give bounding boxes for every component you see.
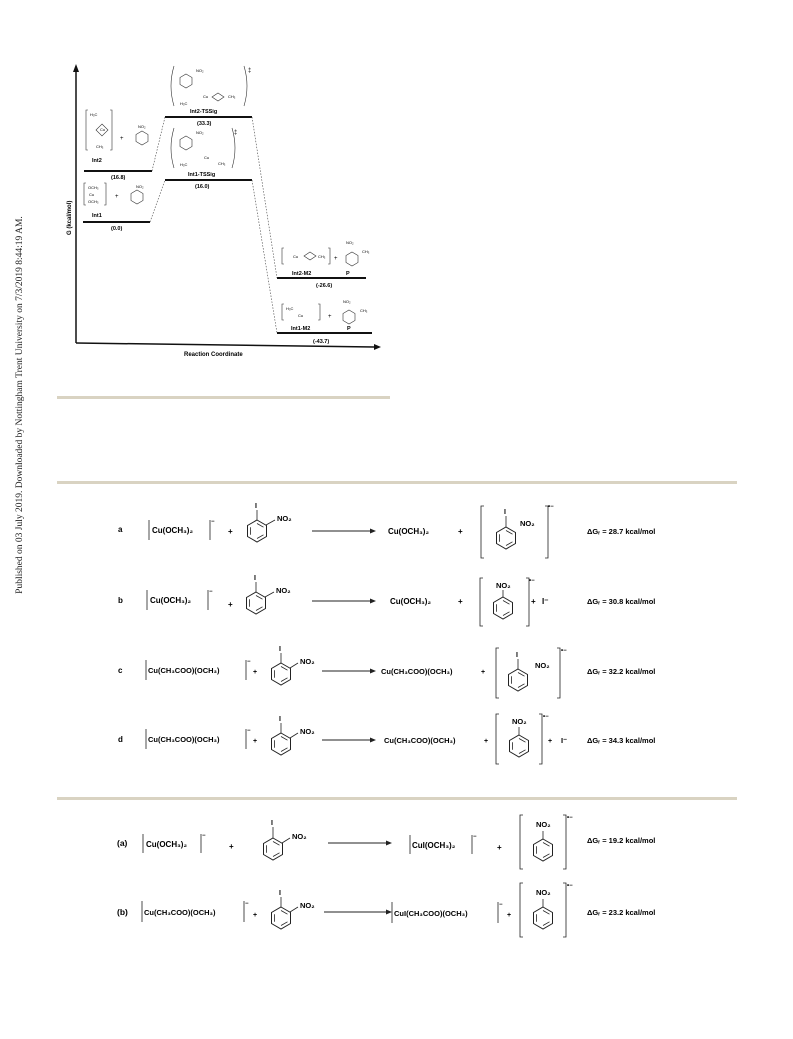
- section-divider-3: [57, 797, 737, 800]
- reaction-2a: [117, 815, 655, 869]
- m1-no2: NO₂: [343, 299, 351, 304]
- reaction-a-plus2: +: [458, 527, 463, 536]
- reaction-a-prod-nitro: NO₂: [520, 519, 535, 528]
- int2-plus: +: [120, 136, 124, 142]
- reaction-2b-iodo: I: [279, 890, 281, 897]
- x-axis-label: Reaction Coordinate: [184, 352, 243, 358]
- reaction-2a-product: CuI(OCH₃)₂: [412, 841, 456, 850]
- m2-och3: CH₃: [362, 249, 370, 254]
- reaction-b-radical: •−: [529, 578, 535, 584]
- reaction-a-dg: ΔGᵣ = 28.7 kcal/mol: [587, 527, 656, 536]
- reaction-2b-reactant: Cu(CH₃COO)(OCH₃): [144, 908, 216, 917]
- reaction-scheme-2: [0, 805, 793, 955]
- reaction-2a-reactant: Cu(OCH₃)₂: [146, 840, 188, 849]
- reaction-d-product: Cu(CH₃COO)(OCH₃): [384, 736, 456, 745]
- reaction-2b-plus1: +: [253, 912, 258, 919]
- reaction-d-nitro: NO₂: [300, 727, 315, 736]
- reaction-2a-plus2: +: [497, 843, 502, 852]
- reaction-a-reactant: Cu(OCH₃)₂: [152, 526, 194, 535]
- reaction-b-reactant: Cu(OCH₃)₂: [150, 596, 192, 605]
- ts2-ch3: CH₃: [228, 94, 236, 99]
- reaction-2b-plus2: +: [507, 912, 512, 919]
- x-axis: [76, 343, 374, 347]
- reaction-2b-label: (b): [117, 907, 128, 917]
- reaction-2a-label: (a): [117, 838, 128, 848]
- reaction-d-iodide: I⁻: [561, 736, 568, 745]
- int2-cu: Cu: [100, 127, 106, 132]
- label-int1: Int1: [92, 213, 102, 219]
- m1-plus: +: [328, 314, 332, 320]
- y-axis-arrow: [73, 64, 79, 72]
- label-int1-m2: Int1-M2: [291, 326, 311, 332]
- ts2-no2: NO₂: [196, 68, 204, 73]
- reaction-d-radical: •−: [543, 714, 549, 720]
- reaction-c-charge: −: [247, 659, 251, 665]
- reaction-c-nitro: NO₂: [300, 657, 315, 666]
- ts1-no2: NO₂: [196, 130, 204, 135]
- value-int2-m2: (-26.6): [316, 283, 333, 289]
- ts1-h3c: H₃C: [180, 162, 188, 167]
- int2-h3c: H₃C: [90, 112, 98, 117]
- reaction-b-plus3: +: [531, 597, 536, 606]
- reaction-a-iodo: I: [255, 503, 257, 510]
- reaction-2b-charge: −: [245, 901, 249, 907]
- reaction-a: [118, 503, 655, 558]
- int1-och3-top: OCH₃: [88, 185, 99, 190]
- reaction-c-plus1: +: [253, 669, 258, 676]
- x-axis-arrow: [374, 344, 381, 350]
- reaction-c-product: Cu(CH₃COO)(OCH₃): [381, 667, 453, 676]
- reaction-a-label: a: [118, 525, 123, 534]
- reaction-a-nitro: NO₂: [277, 514, 292, 523]
- reaction-b-prod-nitro: NO₂: [496, 581, 511, 590]
- ts2-dagger: ‡: [248, 68, 252, 74]
- reaction-d-prod-nitro: NO₂: [512, 717, 527, 726]
- int1-plus: +: [115, 194, 119, 200]
- label-p-lower: P: [347, 326, 351, 332]
- int1-cu: Cu: [89, 192, 95, 197]
- reaction-2a-nitro: NO₂: [292, 832, 307, 841]
- reaction-2a-prod-charge: −: [473, 834, 477, 840]
- reaction-2b-dg: ΔGᵣ = 23.2 kcal/mol: [587, 908, 656, 917]
- m2-no2: NO₂: [346, 240, 354, 245]
- reaction-b-nitro: NO₂: [276, 586, 291, 595]
- int2-ch3: CH₃: [96, 144, 104, 149]
- ts1-ch3: CH₃: [218, 161, 226, 166]
- reaction-d-iodo: I: [279, 716, 281, 723]
- reaction-2b-radical: •−: [567, 883, 573, 889]
- value-int1-tssig: (16.0): [195, 184, 210, 190]
- reaction-d-charge: −: [247, 728, 251, 734]
- reaction-scheme-1: [0, 490, 793, 790]
- section-divider-1: [57, 396, 390, 399]
- reaction-b-iodo: I: [254, 575, 256, 582]
- reaction-2a-plus1: +: [229, 842, 234, 851]
- int1-no2: NO₂: [136, 184, 144, 189]
- reaction-2b-prod-nitro: NO₂: [536, 888, 551, 897]
- y-axis-label: G (kcal/mol): [67, 200, 73, 235]
- reaction-2a-iodo: I: [271, 820, 273, 827]
- m2-plus: +: [334, 256, 338, 262]
- value-int1: (0.0): [111, 226, 123, 232]
- m1-ch3: CH₃: [360, 308, 368, 313]
- reaction-d-plus1: +: [253, 738, 258, 745]
- reaction-b-label: b: [118, 596, 123, 605]
- reaction-c-prod-nitro: NO₂: [535, 661, 550, 670]
- label-int2-tssig: Int2-TSSig: [190, 109, 218, 115]
- connectors: [150, 117, 277, 333]
- ts1-dagger: ‡: [234, 130, 238, 136]
- label-int1-tssig: Int1-TSSig: [188, 172, 216, 178]
- reaction-d-plus2: +: [484, 738, 489, 745]
- reaction-c-plus2: +: [481, 669, 486, 676]
- reaction-a-radical: •−: [548, 504, 554, 510]
- reaction-d-plus3: +: [548, 738, 553, 745]
- m1-h3c: H₃C: [286, 306, 294, 311]
- reaction-c-reactant: Cu(CH₃COO)(OCH₃): [148, 666, 220, 675]
- ts1-cu: Cu: [204, 155, 210, 160]
- int2-tssig-structure: [171, 66, 247, 106]
- m2-cu: Cu: [293, 254, 299, 259]
- reaction-a-plus1: +: [228, 527, 233, 536]
- reaction-b-product: Cu(OCH₃)₂: [390, 597, 432, 606]
- reaction-2b: [117, 883, 655, 937]
- reaction-c-iodo: I: [279, 646, 281, 653]
- reaction-c-label: c: [118, 666, 123, 675]
- reaction-b-plus2: +: [458, 597, 463, 606]
- reaction-b-plus1: +: [228, 600, 233, 609]
- ts2-h3c: H₃C: [180, 101, 188, 106]
- reaction-2b-product: CuI(CH₃COO)(OCH₃): [394, 909, 468, 918]
- reaction-2a-dg: ΔGᵣ = 19.2 kcal/mol: [587, 836, 656, 845]
- download-notice: Published on 03 July 2019. Downloaded by Nottingham Trent University on 7/3/2019 8:44:19 AM.: [15, 216, 25, 594]
- reaction-2a-prod-nitro: NO₂: [536, 820, 551, 829]
- m1-cu: Cu: [298, 313, 304, 318]
- label-p-upper: P: [346, 271, 350, 277]
- reaction-2b-nitro: NO₂: [300, 901, 315, 910]
- reaction-a-product: Cu(OCH₃)₂: [388, 527, 430, 536]
- reaction-2b-prod-charge: −: [499, 902, 503, 908]
- reaction-c-prod-iodo: I: [516, 652, 518, 659]
- reaction-c-dg: ΔGᵣ = 32.2 kcal/mol: [587, 667, 656, 676]
- reaction-c-radical: •−: [561, 648, 567, 654]
- reaction-b: [118, 575, 655, 626]
- reaction-a-charge: −: [211, 519, 215, 525]
- reaction-2a-charge: −: [202, 833, 206, 839]
- energy-profile-diagram: [0, 0, 793, 400]
- int2-no2: NO₂: [138, 124, 146, 129]
- label-int2: Int2: [92, 158, 102, 164]
- reaction-2a-radical: •−: [567, 815, 573, 821]
- reaction-d: [118, 714, 655, 764]
- m2-ch3: CH₃: [318, 254, 326, 259]
- reaction-b-dg: ΔGᵣ = 30.8 kcal/mol: [587, 597, 656, 606]
- ts2-cu: Cu: [203, 94, 209, 99]
- int1-och3-bottom: OCH₃: [88, 199, 99, 204]
- section-divider-2: [57, 481, 737, 484]
- label-int2-m2: Int2-M2: [292, 271, 312, 277]
- reaction-a-prod-iodo: I: [504, 509, 506, 516]
- reaction-b-charge: −: [209, 589, 213, 595]
- reaction-d-label: d: [118, 735, 123, 744]
- value-int2: (16.8): [111, 175, 126, 181]
- reaction-d-dg: ΔGᵣ = 34.3 kcal/mol: [587, 736, 656, 745]
- value-int1-m2: (-43.7): [313, 339, 330, 345]
- value-int2-tssig: (33.3): [197, 121, 212, 127]
- reaction-d-reactant: Cu(CH₃COO)(OCH₃): [148, 735, 220, 744]
- reaction-c: [118, 646, 655, 698]
- reaction-b-iodide: I⁻: [542, 597, 549, 606]
